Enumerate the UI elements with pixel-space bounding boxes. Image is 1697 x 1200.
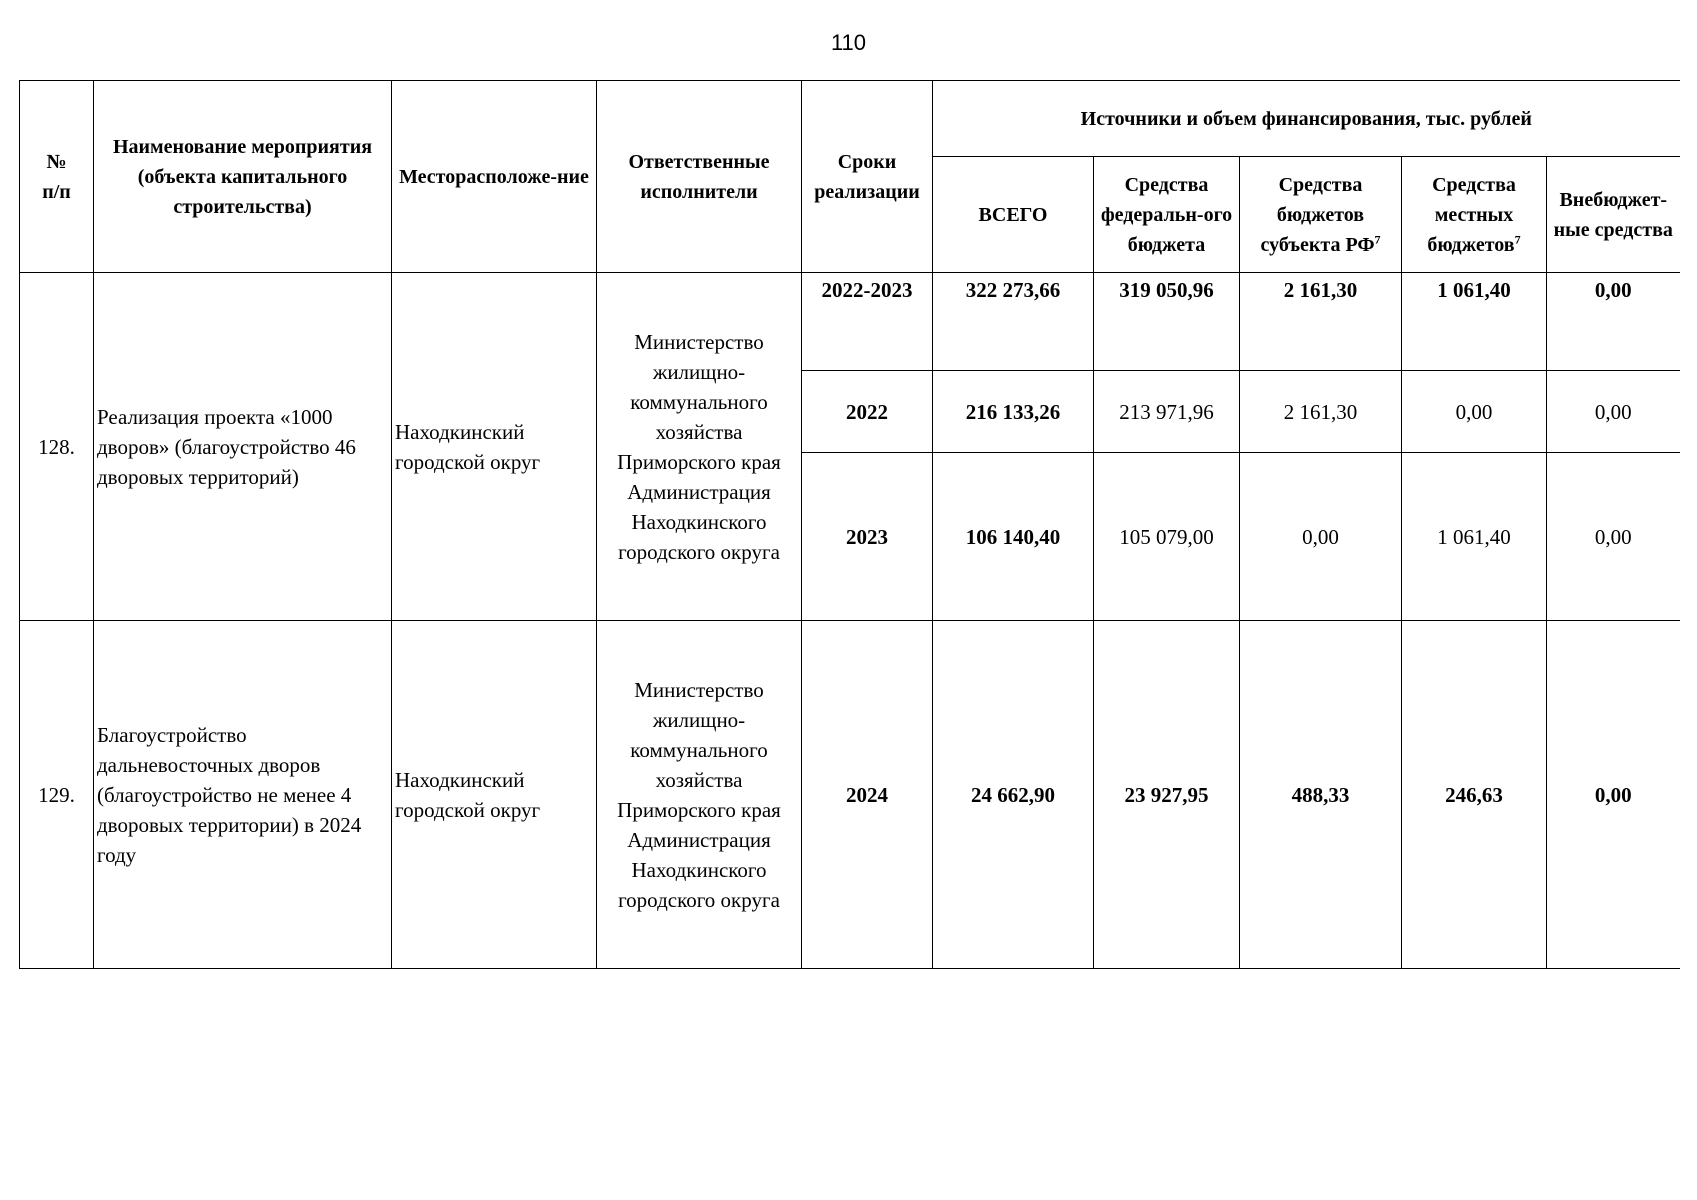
row-location: Находкинский городской округ bbox=[392, 621, 597, 969]
row-federal: 319 050,96 bbox=[1094, 273, 1240, 371]
row-extra: 0,00 bbox=[1547, 273, 1680, 371]
row-federal: 213 971,96 bbox=[1094, 371, 1240, 453]
row-regional: 488,33 bbox=[1240, 621, 1402, 969]
row-name: Реализация проекта «1000 дворов» (благоустройство 46 дворовых территорий) bbox=[94, 273, 392, 621]
row-responsible: Министерство жилищно-коммунального хозяйства Приморского края Администрация Находкинского городского округа bbox=[597, 273, 802, 621]
financing-table bbox=[19, 80, 1680, 969]
header-funding-group: Источники и объем финансирования, тыс. рублей bbox=[933, 81, 1680, 157]
row-total: 24 662,90 bbox=[933, 621, 1094, 969]
row-period: 2022 bbox=[802, 371, 933, 453]
row-total: 216 133,26 bbox=[933, 371, 1094, 453]
header-location: Месторасположе-ние bbox=[392, 81, 597, 273]
row-period: 2023 bbox=[802, 453, 933, 621]
header-local bbox=[1402, 157, 1547, 273]
header-local-label: Средства местных бюджетов bbox=[1427, 173, 1516, 256]
header-num: № п/п bbox=[20, 81, 94, 273]
row-local: 1 061,40 bbox=[1402, 273, 1547, 371]
row-federal: 105 079,00 bbox=[1094, 453, 1240, 621]
row-total: 322 273,66 bbox=[933, 273, 1094, 371]
row-local: 0,00 bbox=[1402, 371, 1547, 453]
page-number: 110 bbox=[830, 30, 867, 55]
header-regional-label: Средства бюджетов субъекта РФ bbox=[1260, 173, 1375, 256]
header-total: ВСЕГО bbox=[933, 157, 1094, 273]
row-extra: 0,00 bbox=[1547, 371, 1680, 453]
row-period: 2024 bbox=[802, 621, 933, 969]
header-regional bbox=[1240, 157, 1402, 273]
row-federal: 23 927,95 bbox=[1094, 621, 1240, 969]
row-responsible: Министерство жилищно-коммунального хозяйства Приморского края Администрация Находкинского городского округа bbox=[597, 621, 802, 969]
row-total: 106 140,40 bbox=[933, 453, 1094, 621]
table-row bbox=[20, 621, 1680, 969]
header-responsible: Ответственные исполнители bbox=[597, 81, 802, 273]
row-extra: 0,00 bbox=[1547, 453, 1680, 621]
row-location: Находкинский городской округ bbox=[392, 273, 597, 621]
header-extra: Внебюджет-ные средства bbox=[1547, 157, 1680, 273]
row-name: Благоустройство дальневосточных дворов (благоустройство не менее 4 дворовых территории) в 2024 году bbox=[94, 621, 392, 969]
row-regional: 0,00 bbox=[1240, 453, 1402, 621]
row-period: 2022-2023 bbox=[802, 273, 933, 371]
row-num: 128. bbox=[20, 273, 94, 621]
header-regional-footnote: 7 bbox=[1374, 231, 1381, 246]
row-num: 129. bbox=[20, 621, 94, 969]
row-local: 1 061,40 bbox=[1402, 453, 1547, 621]
row-local: 246,63 bbox=[1402, 621, 1547, 969]
table-row bbox=[20, 273, 1680, 371]
row-extra: 0,00 bbox=[1547, 621, 1680, 969]
header-period: Сроки реализации bbox=[802, 81, 933, 273]
row-regional: 2 161,30 bbox=[1240, 273, 1402, 371]
row-regional: 2 161,30 bbox=[1240, 371, 1402, 453]
header-federal: Средства федеральн-ого бюджета bbox=[1094, 157, 1240, 273]
header-name: Наименование мероприятия (объекта капитального строительства) bbox=[94, 81, 392, 273]
header-local-footnote: 7 bbox=[1514, 231, 1521, 246]
